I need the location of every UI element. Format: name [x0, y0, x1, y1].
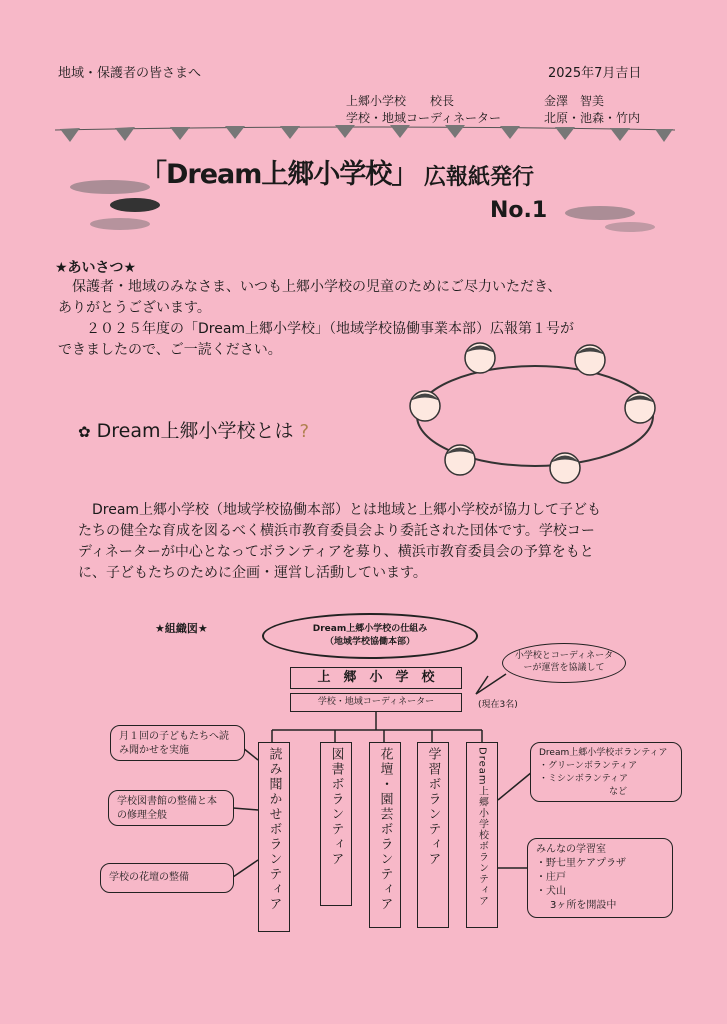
study-room-callout: [527, 838, 673, 918]
library-callout: 学校図書館の整備と本の修理全般: [108, 790, 234, 826]
greeting-line: できましたので、ご一読ください。: [58, 342, 282, 358]
greeting-line: 保護者・地域のみなさま、いつも上郷小学校の児童のためにご尽力いただき、: [72, 279, 562, 295]
column-label: 学習ボランティア: [425, 747, 441, 867]
org-chart-title-oval: [262, 613, 478, 659]
coordinator-role: 学校・地域コーディネーター: [346, 111, 502, 125]
garden-callout: 学校の花壇の整備: [100, 863, 234, 893]
oval-line: Dream上郷小学校の仕組み: [312, 624, 428, 634]
newsletter-subtitle: 広報紙発行: [424, 165, 535, 190]
principal-role: 上郷小学校 校長: [346, 94, 455, 108]
dream-volunteer-callout: [530, 742, 682, 802]
about-line: Dream上郷小学校（地域学校協働本部）とは地域と上郷小学校が協力して子ども: [92, 502, 602, 518]
study-volunteer-box: [417, 742, 449, 928]
flower-icon: ✿: [78, 423, 91, 441]
callout-item: ・ミシンボランティア: [539, 774, 629, 784]
column-label: 図書ボランティア: [328, 747, 344, 867]
consultation-speech-bubble: 小学校とコーディネーターが運営を協議して: [502, 643, 626, 683]
callout-item: など: [609, 787, 628, 797]
coordinator-count: (現在3名): [478, 700, 518, 710]
about-line: ディネーターが中心となってボランティアを募り、横浜市教育委員会の予算をもと: [78, 544, 594, 560]
recipient: 地域・保護者の皆さまへ: [58, 66, 202, 81]
principal-name: 金澤 智美: [544, 94, 605, 108]
oval-line: （地域学校協働本部）: [324, 637, 415, 647]
coordinator-names: 北原・池森・竹内: [544, 111, 641, 125]
library-volunteer-box: [320, 742, 352, 906]
newsletter-title: 「Dream上郷小学校」: [140, 159, 418, 190]
question-mark-icon: ?: [299, 421, 310, 442]
callout-item: 3ヶ所を開設中: [550, 900, 617, 911]
greeting-line: ありがとうございます。: [58, 300, 211, 316]
column-label: 読み聞かせボランティア: [266, 747, 282, 912]
column-label: 花壇・園芸ボランティア: [377, 747, 393, 912]
greeting-line: ２０２５年度の「Dream上郷小学校」（地域学校協働事業本部）広報第１号が: [86, 321, 575, 337]
callout-title: Dream上郷小学校ボランティア: [539, 748, 668, 758]
coordinator-box: 学校・地域コーディネーター: [290, 693, 462, 712]
callout-item: ・グリーンボランティア: [539, 761, 638, 771]
callout-item: ・犬山: [536, 886, 566, 897]
callout-item: ・庄戸: [536, 872, 566, 883]
about-heading: Dream上郷小学校とは: [96, 420, 294, 442]
about-line: たちの健全な育成を図るべく横浜市教育委員会より委託された団体です。学校コー: [78, 523, 595, 539]
column-label: Dream上郷小学校ボランティア: [476, 747, 488, 907]
reading-volunteer-box: [258, 742, 290, 932]
greeting-heading: ★あいさつ★: [55, 260, 137, 276]
garden-volunteer-box: [369, 742, 401, 928]
org-chart-label: ★組織図★: [155, 622, 208, 635]
dream-volunteer-box: [466, 742, 498, 928]
reading-callout: 月１回の子どもたちへ読み聞かせを実施: [110, 725, 245, 761]
about-line: に、子どもたちのために企画・運営し活動しています。: [78, 565, 427, 581]
callout-item: ・野七里ケアプラザ: [536, 858, 626, 869]
issue-number: No.1: [490, 198, 548, 223]
school-box: 上 郷 小 学 校: [290, 667, 462, 689]
issue-date: 2025年7月吉日: [548, 66, 642, 81]
callout-title: みんなの学習室: [536, 844, 606, 855]
